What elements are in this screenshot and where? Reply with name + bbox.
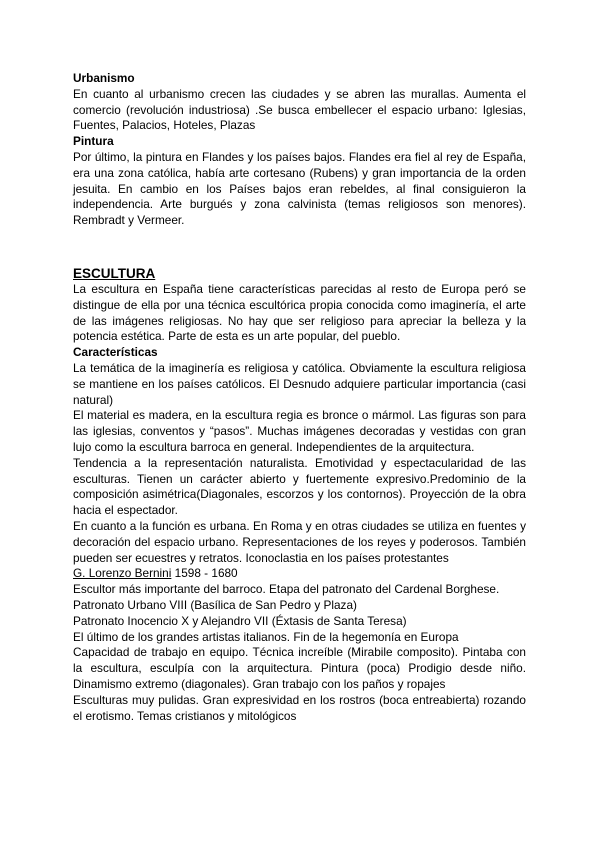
bernini-heading bbox=[73, 566, 526, 582]
urbanismo-section bbox=[73, 71, 526, 229]
caracteristicas-heading: Características bbox=[73, 345, 158, 360]
escultura-title: ESCULTURA bbox=[73, 266, 156, 281]
escultura-section bbox=[73, 265, 526, 724]
caracteristicas-paragraph: La temática de la imaginería es religiosa y católica. Obviamente la escultura religiosa se mantiene en los países católicos. El Desnudo adquiere particular importancia (casi natural) bbox=[73, 360, 526, 407]
bernini-paragraph: Capacidad de trabajo en equipo. Técnica increíble (Mirabile composito). Pintaba con la escultura, esculpía con la arquitectura. Pintura (poca) Prodigio desde niño. Dinamismo extremo (diagonales). Gran trabajo con los paños y ropajes bbox=[73, 645, 526, 691]
escultura-intro: La escultura en España tiene características parecidas al resto de Europa peró se distingue de ella por una técnica escultórica propia conocida como imaginería, el arte de las imágenes religiosas. No hay que ser religioso para apreciar la belleza y la potencia estética. Parte de esta es un arte popular, del pueblo. bbox=[73, 282, 526, 344]
caracteristicas-paragraph: El material es madera, en la escultura regia es bronce o mármol. Las figuras son para las iglesias, conventos y “pasos”. Muchas imágenes decoradas y vestidas con gran lujo como la escultura barroca en general. Independientes de la arquitectura. bbox=[73, 408, 526, 454]
urbanismo-paragraph: En cuanto al urbanismo crecen las ciudades y se abren las murallas. Aumenta el comercio (revolución industriosa) .Se busca embellecer el espacio urbano: Iglesias, Fuentes, Palacios, Hoteles, Plazas bbox=[73, 86, 526, 133]
bernini-line: Patronato Urbano VIII (Basílica de San Pedro y Plaza) bbox=[73, 597, 357, 612]
pintura-paragraph: Por último, la pintura en Flandes y los países bajos. Flandes era fiel al rey de España, era una zona católica, había arte cortesano (Rubens) y gran importancia de la orden jesuita. En cambio en los Países bajos eran rebeldes, al final consiguieron la independencia. Arte burgués y zona calvinista (temas religiosos son menores). Rembradt y Vermeer. bbox=[73, 149, 526, 228]
caracteristicas-paragraph: En cuanto a la función es urbana. En Roma y en otras ciudades se utiliza en fuentes y decoración del espacio urbano. Representaciones de los reyes y poderosos. También pueden ser ecuestres y retratos. Iconoclastia en los países protestantes bbox=[73, 518, 526, 565]
bernini-line: Patronato Inocencio X y Alejandro VII (Éxtasis de Santa Teresa) bbox=[73, 613, 407, 628]
urbanismo-heading: Urbanismo bbox=[73, 71, 135, 85]
bernini-name: G. Lorenzo Bernini bbox=[73, 566, 172, 581]
caracteristicas-paragraph: Tendencia a la representación naturalista. Emotividad y espectacularidad de las esculturas. Tienen un carácter abierto y fuertemente expresivo.Predominio de la composición asimétrica(Diagonales, escorzos y los contornos). Proyección de la obra hacia el espectador. bbox=[73, 455, 526, 518]
pintura-heading: Pintura bbox=[73, 134, 114, 149]
bernini-line: Escultor más importante del barroco. Etapa del patronato del Cardenal Borghese. bbox=[73, 582, 500, 597]
bernini-line: El último de los grandes artistas italianos. Fin de la hegemonía en Europa bbox=[73, 629, 459, 644]
bernini-dates: 1598 - 1680 bbox=[171, 566, 238, 581]
bernini-paragraph: Esculturas muy pulidas. Gran expresividad en los rostros (boca entreabierta) rozando el erotismo. Temas cristianos y mitológicos bbox=[73, 692, 526, 723]
